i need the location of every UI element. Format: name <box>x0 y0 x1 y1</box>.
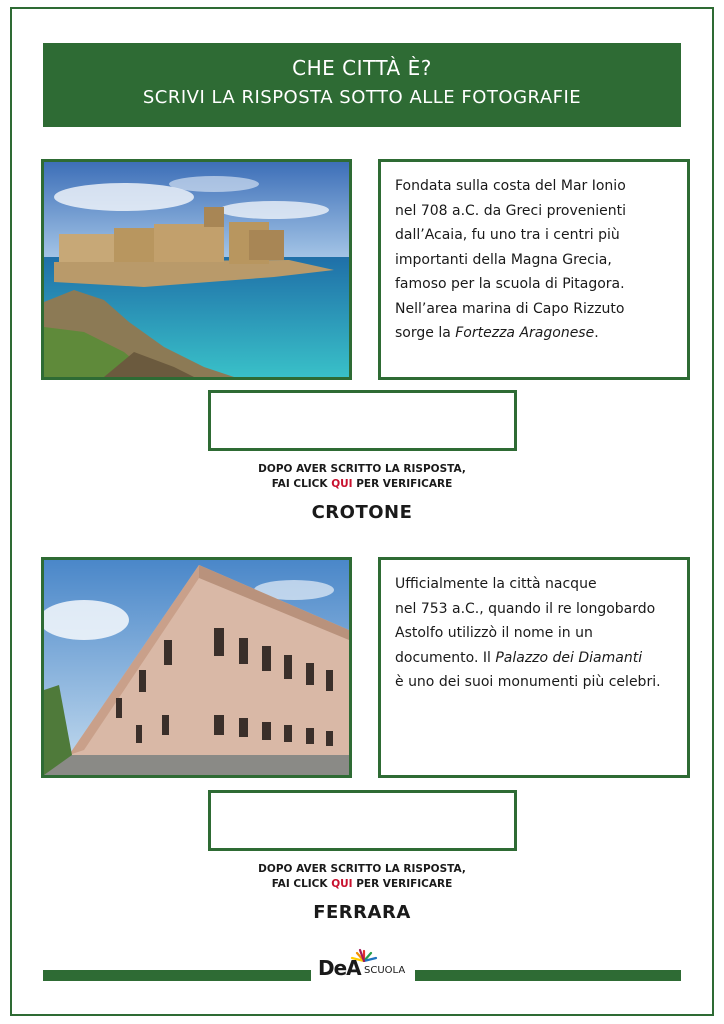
description-line: Fondata sulla costa del Mar Ionio <box>395 178 626 194</box>
footer-bar-right <box>415 970 681 981</box>
description-line <box>395 321 673 346</box>
description-line: famoso per la scuola di Pitagora. <box>395 276 625 292</box>
footer-bar-left <box>43 970 311 981</box>
answer-reveal-2: FERRARA <box>313 902 411 923</box>
verify-link[interactable]: QUI <box>331 478 353 490</box>
monument-name: Fortezza Aragonese <box>455 325 595 341</box>
description-line: Astolfo utilizzò il nome in un <box>395 625 593 641</box>
title-banner <box>43 43 681 127</box>
hint-line: DOPO AVER SCRITTO LA RISPOSTA, <box>258 463 466 475</box>
description-text: documento. Il <box>395 649 496 666</box>
verify-link[interactable]: QUI <box>331 878 353 890</box>
page-subtitle: SCRIVI LA RISPOSTA SOTTO ALLE FOTOGRAFIE <box>142 87 582 108</box>
palazzo-photo <box>41 557 352 778</box>
hint-text: PER VERIFICARE <box>352 478 453 490</box>
monument-name: Palazzo dei Diamanti <box>495 649 643 666</box>
hint-text: FAI CLICK <box>271 478 332 490</box>
dea-scuola-logo <box>318 948 412 982</box>
description-line: nel 753 a.C., quando il re longobardo <box>395 600 656 617</box>
description-line <box>395 646 673 671</box>
logo-dea: DeA <box>318 956 361 980</box>
hint-line <box>0 477 724 492</box>
logo-scuola: SCUOLA <box>364 965 406 976</box>
answer-input-1[interactable] <box>208 390 517 451</box>
page-title: CHE CITTÀ È? <box>292 56 432 80</box>
description-line: dall’Acaia, fu uno tra i centri più <box>395 227 620 243</box>
answer-input-2[interactable] <box>208 790 517 851</box>
verify-hint-2 <box>0 862 724 892</box>
hint-line <box>0 877 724 892</box>
description-box-2 <box>378 557 690 778</box>
description-line: importanti della Magna Grecia, <box>395 251 612 268</box>
hint-line: DOPO AVER SCRITTO LA RISPOSTA, <box>258 863 466 875</box>
verify-hint-1 <box>0 462 724 492</box>
description-line: nel 708 a.C. da Greci provenienti <box>395 202 626 219</box>
description-line: Ufficialmente la città nacque <box>395 576 597 592</box>
answer-reveal-1: CROTONE <box>311 502 413 523</box>
description-text: sorge la <box>395 325 456 341</box>
hint-text: FAI CLICK <box>271 878 332 890</box>
description-line: è uno dei suoi monumenti più celebri. <box>395 674 661 690</box>
description-text: . <box>594 325 599 341</box>
hint-text: PER VERIFICARE <box>352 878 453 890</box>
description-box-1 <box>378 159 690 380</box>
description-line: Nell’area marina di Capo Rizzuto <box>395 300 625 317</box>
fortress-by-the-sea-photo <box>41 159 352 380</box>
